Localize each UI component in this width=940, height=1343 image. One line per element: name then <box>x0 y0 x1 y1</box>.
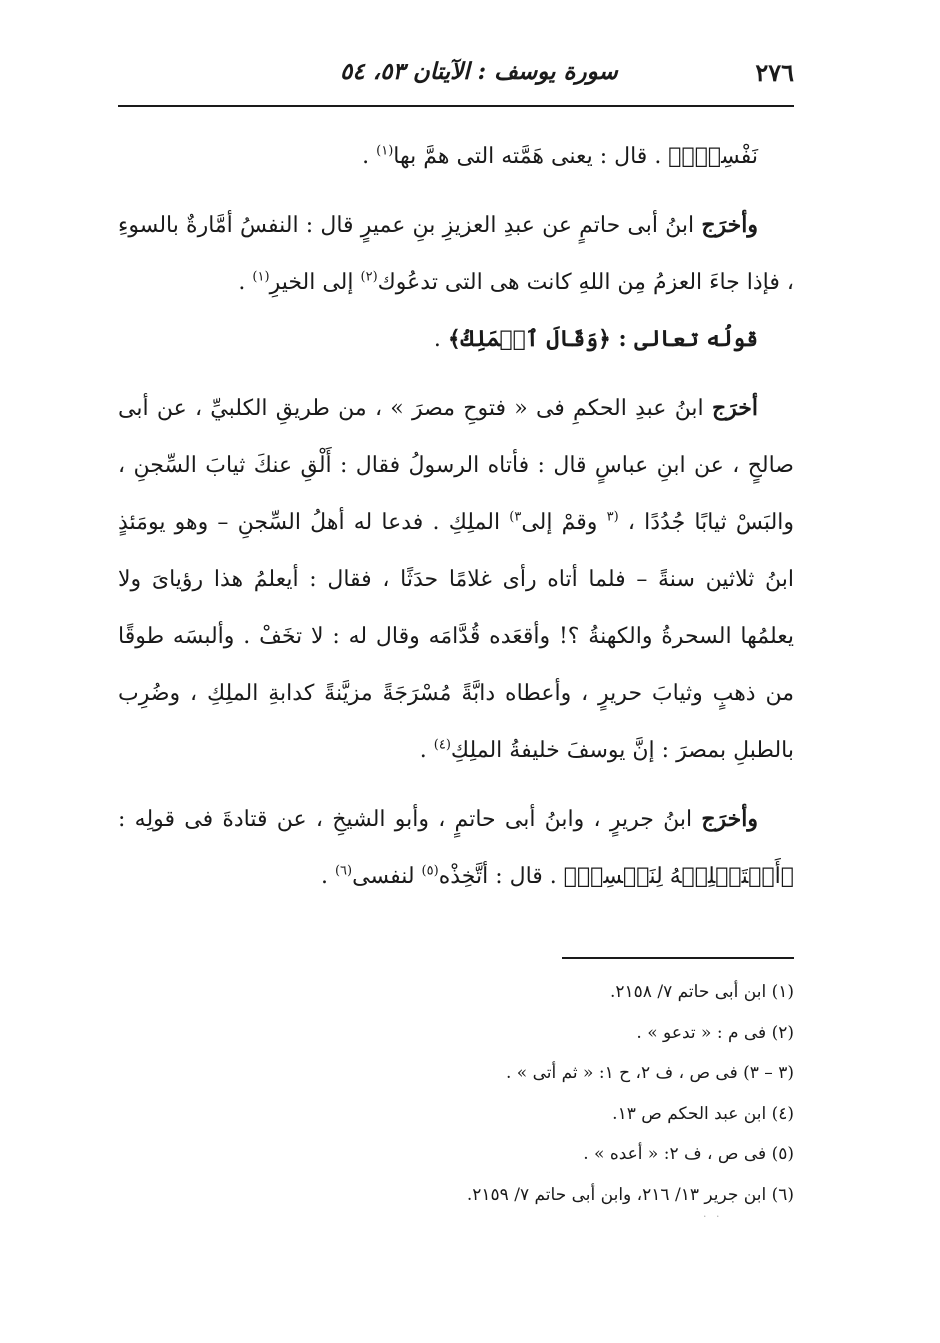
text-run: وقمْ إلى <box>521 510 607 535</box>
page-header <box>118 52 794 96</box>
paragraph-4 <box>118 380 794 779</box>
main-text <box>118 128 794 905</box>
section-heading <box>118 311 794 368</box>
page-number: ٢٧٦ <box>755 58 794 87</box>
paragraph-1 <box>118 128 794 185</box>
footnote-ref: ٣) <box>509 509 522 525</box>
text-run: . <box>238 270 253 295</box>
running-head: سورة يوسف : الآيتان ٥٣، ٥٤ <box>340 58 618 85</box>
footnote-1: (١) ابن أبى حاتم ٧/ ٢١٥٨. <box>609 982 794 1002</box>
footnote-ref: (٥) <box>421 863 439 879</box>
footnote-ref: (٢) <box>360 269 378 285</box>
lead-word: وأخرَج <box>701 806 758 832</box>
heading-text: قولُه تعالى : ﴿وَقَالَ ٱلۡمَلِكُ﴾ <box>447 326 758 352</box>
text-run: الملِكِ . فدعا له أهلُ السِّجنِ – وهو يومَئذٍ ابنُ ثلاثين سنةً – فلما أتاه رأى غلامًا حدَثًا ، فقال : أيعلمُ هذا رؤيایَ ولا يعلمُها السحرةُ والكهنةُ ؟! وأقعَده قُدَّامَه وقال له : لا تخَفْ . وألبسَه طوقًا من ذهبٍ وثيابَ حريرٍ ، وأعطاه دابَّةً مُسْرَجَةً مزيَّنةً كدابةِ الملِكِ ، وضُرِب بالطبلِ بمصرَ : إنَّ يوسفَ خليفةُ الملِكِ <box>118 510 794 763</box>
text-run: نَفْسِيٓۚ﴾ . قال : يعنى هَمَّته التى همَّ بها <box>393 144 758 169</box>
footnote-4: (٤) ابن عبد الحكم ص ١٣. <box>612 1103 794 1124</box>
footnote-ref: (٤) <box>433 737 451 753</box>
footnote-3: (٣ – ٣) فى ص ، ف ٢، ح ١: « ثم أتى » . <box>505 1063 794 1083</box>
paragraph-2 <box>118 197 794 311</box>
lead-word: وأخرَج <box>701 212 758 238</box>
footnote-ref: (٣ <box>606 509 619 525</box>
text-run: ابنُ عبدِ الحكمِ فى « فتوحِ مصرَ » ، من طريقِ الكلبيِّ ، عن أبى صالحٍ ، عن ابنِ عباسٍ قال : فأتاه الرسولُ فقال : أَلْقِ عنكَ ثيابَ السِّجنِ ، والبَسْ ثيابًا جُدُدًا ، <box>118 396 795 535</box>
footnote-6: (٦) ابن جرير ١٣/ ٢١٦، وابن أبى حاتم ٧/ ٢١٥٩. <box>466 1184 794 1205</box>
footnotes <box>118 972 794 1215</box>
footnote-2: (٢) فى م : « تدعو » . <box>636 1022 794 1043</box>
text-run: . <box>433 327 448 352</box>
paragraph-5 <box>118 791 794 905</box>
footnote-ref: (٦) <box>334 863 353 879</box>
text-run: إلى الخيرِ <box>269 270 361 295</box>
header-rule <box>118 105 794 107</box>
text-run: لنفسى <box>352 864 422 889</box>
footnote-5: (٥) فى ص ، ف ٢: « أعده » . <box>583 1144 794 1164</box>
scan-speck: · · <box>703 1210 723 1223</box>
text-run: ابنُ أبى حاتمٍ عن عبدِ العزيزِ بنِ عميرٍ قال : النفسُ أمَّارةٌ بالسوءِ ، فإذا جاءَ العزمُ مِن اللهِ كانت هى التى تدعُوك <box>118 213 794 295</box>
text-run: . <box>419 738 434 763</box>
footnote-ref: (١) <box>376 143 394 159</box>
footnote-rule <box>562 957 794 959</box>
lead-word: أخرَج <box>711 395 758 421</box>
text-run: . <box>320 864 335 889</box>
text-run: . <box>362 144 377 169</box>
text-run: ابنُ جريرٍ ، وابنُ أبى حاتمٍ ، وأبو الشيخِ ، عن قتادةَ فى قولِه : ﴿أَسۡتَخۡلِصۡهُ لِنَفۡسِيۖ﴾ . قال : أتَّخِذْه <box>118 807 794 889</box>
footnote-ref: (١) <box>252 269 270 285</box>
